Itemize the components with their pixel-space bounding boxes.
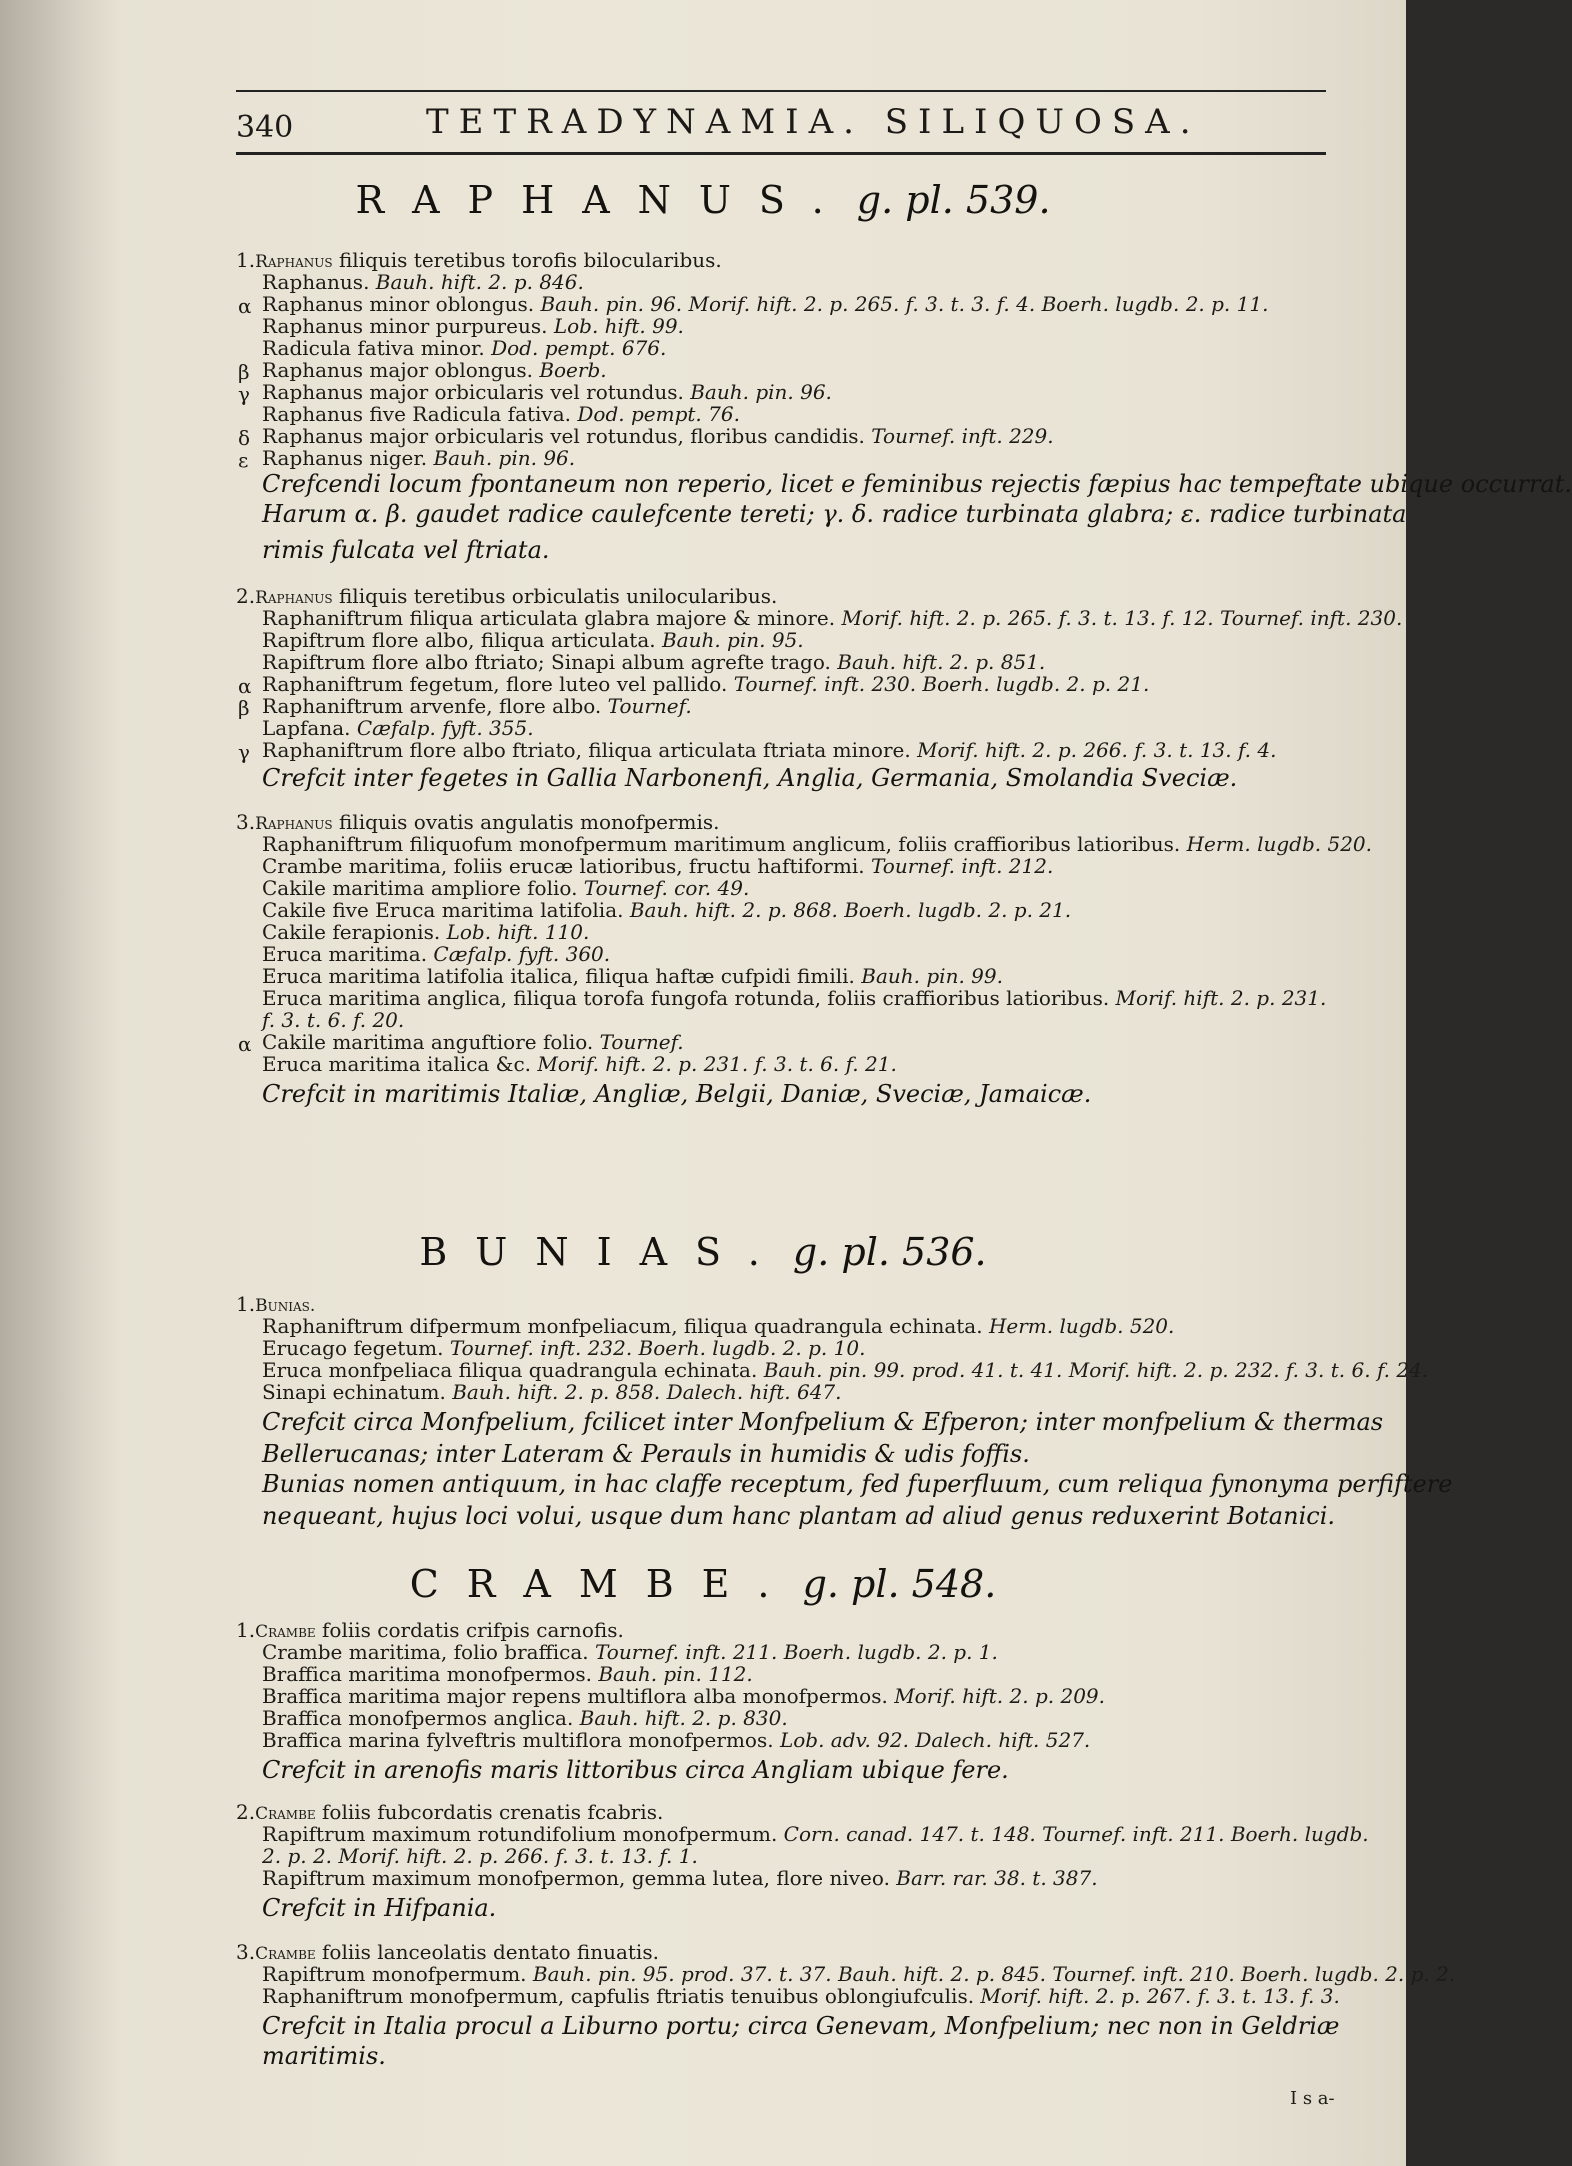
plant-name: Raphanus major oblongus. [262,358,540,382]
citation: Cæfalp. fyft. 355. [356,716,534,740]
genus-name-smallcaps: Crambe [255,1944,316,1964]
genus-name-smallcaps: Raphanus [255,814,333,834]
genus-heading-raphanus [0,178,1406,222]
habitat-text: Crefcit in Hifpania. [262,1894,497,1922]
header-rule-bottom [236,152,1326,155]
species-number: 1. [236,1618,256,1642]
plant-name: Eruca maritima italica &c. [262,1052,538,1076]
synonym-line [238,292,1269,318]
citation: Morif. hift. 2. p. 267. f. 3. t. 13. f. 3. [980,1984,1340,2008]
citation: Bauh. hift. 2. p. 846. [375,270,584,294]
plant-name: Rapiftrum maximum rotundifolium monofpermum. [262,1822,784,1846]
citation: Tournef. inft. 229. [871,424,1054,448]
plant-name: Rapiftrum flore albo, filiqua articulata. [262,628,662,652]
variety-marker: α [238,674,252,698]
page-number: 340 [236,110,294,145]
synonym-line [262,832,1372,856]
citation: Dod. pempt. 676. [491,336,667,360]
synonym-line [238,358,607,384]
variety-marker: β [238,360,250,384]
citation: Bauh. pin. 96. [690,380,832,404]
plant-name: Cakile maritima ampliore folio. [262,876,584,900]
plant-name: Raphanus major orbicularis vel rotundus, floribus candidis. [262,424,872,448]
species-number: 3. [236,810,256,834]
habitat-line [262,1894,496,1922]
variety-marker: ε [238,448,249,472]
synonym-line [262,898,1071,922]
citation: Bauh. pin. 95. prod. 37. t. 37. Bauh. hift. 2. p. 845. Tournef. inft. 210. Boerh. lugdb. 2. p. 2. [532,1962,1456,1986]
plant-name: filiquis teretibus orbiculatis unilocularibus. [332,584,778,608]
plant-name: Cakile five Eruca maritima latifolia. [262,898,630,922]
citation: Bauh. pin. 96. [433,446,576,470]
plant-name: filiquis teretibus torofis bilocularibus. [332,248,722,272]
plant-name: Braffica maritima monofpermos. [262,1662,599,1686]
species-number: 2. [236,584,256,608]
synonym-line [262,1008,404,1032]
species-number: 2. [236,1800,256,1824]
genus-name: BUNIAS. [419,1230,788,1274]
synonym-line [262,1336,865,1360]
synonym-line [262,1052,897,1076]
plant-name: Erucago fegetum. [262,1336,450,1360]
habitat-line [262,1440,1030,1468]
synonym-line [262,716,534,740]
habitat-text: Crefcendi locum fpontaneum non reperio, licet e feminibus rejectis fæpius hac tempeftate ubique occurrat. [262,470,1572,498]
variety-marker: γ [238,382,250,406]
genus-name: RAPHANUS. [355,178,852,222]
habitat-text: Crefcit in maritimis Italiæ, Angliæ, Belgii, Daniæ, Sveciæ, Jamaicæ. [262,1080,1092,1108]
synonym-line [262,1984,1340,2008]
plant-name: Eruca maritima latifolia italica, filiqua haftæ cufpidi fimili. [262,964,862,988]
variety-marker: α [238,294,252,318]
plant-name: Rapiftrum flore albo ftriato; Sinapi album agrefte trago. [262,650,838,674]
citation: Lob. hift. 110. [446,920,590,944]
synonym-line [238,1030,684,1056]
genus-name: CRAMBE. [409,1562,798,1606]
plant-name: Rapiftrum monofpermum. [262,1962,533,1986]
synonym-line [262,1728,1090,1752]
plant-name: foliis lanceolatis dentato finuatis. [315,1940,659,1964]
synonym-line [238,738,1277,764]
plant-name: Raphaniftrum filiquofum monofpermum maritimum anglicum, foliis craffioribus latioribus. [262,832,1187,856]
synonym-line [238,446,576,472]
citation: Morif. hift. 2. p. 209. [894,1684,1106,1708]
plant-name: Eruca monfpeliaca filiqua quadrangula echinata. [262,1358,764,1382]
synonym-line [262,964,1003,988]
citation: Bauh. hift. 2. p. 830. [579,1706,788,1730]
plant-name: Crambe maritima, foliis erucæ latioribus, fructu haftiformi. [262,854,871,878]
catchword: I s a- [1290,2088,1335,2109]
plant-name: Raphanus five Radicula fativa. [262,402,578,426]
citation: Corn. canad. 147. t. 148. Tournef. inft. 211. Boerh. lugdb. [783,1822,1369,1846]
habitat-line [262,1756,1009,1784]
genus-name-smallcaps: Bunias. [255,1296,316,1316]
habitat-text: nequeant, hujus loci volui, usque dum hanc plantam ad aliud genus reduxerint Botanici. [262,1502,1335,1530]
synonym-line [262,854,1053,878]
synonym-line [262,336,666,360]
synonym-line [238,672,1150,698]
habitat-line [262,1502,1335,1530]
genus-reference: g. pl. 548. [802,1562,997,1606]
synonym-line [262,270,584,294]
genus-name-smallcaps: Raphanus [255,588,333,608]
synonym-line [262,1380,842,1404]
habitat-text: Bunias nomen antiquum, in hac claffe receptum, fed fuperfluum, cum reliqua fynonyma perfiftere [262,1470,1453,1498]
plant-name: Raphaniftrum flore albo ftriato, filiqua articulata ftriata minore. [262,738,918,762]
citation: Morif. hift. 2. p. 231. f. 3. t. 6. f. 21. [537,1052,897,1076]
plant-name: Braffica monofpermos anglica. [262,1706,580,1730]
variety-marker: β [238,696,250,720]
synonym-line [262,1640,998,1664]
habitat-line [262,536,550,564]
synonym-line [262,314,684,338]
species-number: 1. [236,1292,256,1316]
plant-name: Raphaniftrum arvenfe, flore albo. [262,694,608,718]
citation: Tournef. [599,1030,684,1054]
synonym-line [262,1314,1174,1338]
habitat-text: Bellerucanas; inter Lateram & Perauls in humidis & udis foffis. [262,1440,1030,1468]
citation: Bauh. pin. 95. [661,628,804,652]
citation: Herm. lugdb. 520. [1186,832,1373,856]
habitat-text: Crefcit inter fegetes in Gallia Narbonenfi, Anglia, Germania, Smolandia Sveciæ. [262,764,1238,792]
plant-name: filiquis ovatis angulatis monofpermis. [332,810,720,834]
synonym-line [262,606,1402,630]
citation: Boerb. [539,358,607,382]
genus-heading-crambe [0,1562,1406,1606]
species-number: 1. [236,248,256,272]
synonym-line [262,1866,1098,1890]
plant-name: Rapiftrum maximum monofpermon, gemma lutea, flore niveo. [262,1866,897,1890]
variety-marker: δ [238,426,251,450]
plant-name: Eruca maritima anglica, filiqua torofa fungofa rotunda, foliis craffioribus latioribus. [262,986,1116,1010]
plant-name: foliis cordatis crifpis carnofis. [315,1618,624,1642]
citation: Dod. pempt. 76. [577,402,740,426]
plant-name: Raphanus major orbicularis vel rotundus. [262,380,691,404]
habitat-text: rimis fulcata vel ftriata. [262,536,550,564]
plant-name: Lapfana. [262,716,357,740]
page-header [236,90,1326,158]
header-rule-top [236,90,1326,92]
plant-name: Crambe maritima, folio braffica. [262,1640,595,1664]
synonym-line [262,1662,753,1686]
synonym-line [262,920,589,944]
habitat-line [262,764,1237,792]
genus-reference: g. pl. 536. [792,1230,987,1274]
synonym-line [262,650,1045,674]
citation: Barr. rar. 38. t. 387. [896,1866,1098,1890]
plant-name: Raphaniftrum difpermum monfpeliacum, filiqua quadrangula echinata. [262,1314,989,1338]
citation: Bauh. hift. 2. p. 851. [837,650,1046,674]
genus-name-smallcaps: Raphanus [255,252,333,272]
plant-name: foliis fubcordatis crenatis fcabris. [315,1800,664,1824]
synonym-line [262,942,610,966]
synonym-line [262,1684,1105,1708]
citation: Tournef. inft. 230. Boerh. lugdb. 2. p. 21. [733,672,1150,696]
habitat-text: maritimis. [262,2042,386,2070]
synonym-line [238,380,832,406]
citation: Cæfalp. fyft. 360. [433,942,611,966]
citation: Bauh. pin. 99. prod. 41. t. 41. Morif. hift. 2. p. 232. f. 3. t. 6. f. 24. [763,1358,1429,1382]
habitat-line [262,1408,1383,1436]
plant-name: Raphanus minor oblongus. [262,292,541,316]
running-head: TETRADYNAMIA. SILIQUOSA. [426,102,1201,142]
synonym-line [262,1706,788,1730]
habitat-line [262,1080,1091,1108]
synonym-line [262,1358,1428,1382]
citation: Tournef. [607,694,692,718]
plant-name: Cakile ferapionis. [262,920,447,944]
citation: Morif. hift. 2. p. 266. f. 3. t. 13. f. 4. [917,738,1277,762]
genus-name-smallcaps: Crambe [255,1622,316,1642]
genus-reference: g. pl. 539. [856,178,1051,222]
plant-name: Raphaniftrum monofpermum, capfulis ftriatis tenuibus oblongiufculis. [262,1984,981,2008]
plant-name: Braffica maritima major repens multiflora alba monofpermos. [262,1684,895,1708]
plant-name: Raphanus minor purpureus. [262,314,554,338]
synonym-line [262,1844,698,1868]
plant-name: Eruca maritima. [262,942,434,966]
citation: Bauh. hift. 2. p. 868. Boerh. lugdb. 2. p. 21. [629,898,1072,922]
citation: Herm. lugdb. 520. [988,1314,1175,1338]
citation: Tournef. inft. 211. Boerh. lugdb. 2. p. 1. [595,1640,998,1664]
habitat-line [262,470,1572,498]
plant-name: Raphaniftrum filiqua articulata glabra majore & minore. [262,606,842,630]
citation: Morif. hift. 2. p. 265. f. 3. t. 13. f. 12. Tournef. inft. 230. [841,606,1403,630]
plant-name: Radicula fativa minor. [262,336,492,360]
citation: Tournef. inft. 232. Boerh. lugdb. 2. p. 10. [449,1336,866,1360]
synonym-line [262,402,740,426]
synonym-line [262,628,804,652]
habitat-text: Crefcit circa Monfpelium, fcilicet inter Monfpelium & Efperon; inter monfpelium & thermas [262,1408,1384,1436]
plant-name: Sinapi echinatum. [262,1380,453,1404]
variety-marker: α [238,1032,252,1056]
genus-name-smallcaps: Crambe [255,1804,316,1824]
genus-heading-bunias [0,1230,1406,1274]
habitat-line [262,500,1406,528]
synonym-line [262,876,749,900]
synonym-line [238,694,692,720]
habitat-text: Crefcit in arenofis maris littoribus circa Angliam ubique fere. [262,1756,1009,1784]
synonym-line [262,1962,1455,1986]
citation: 2. p. 2. Morif. hift. 2. p. 266. f. 3. t. 13. f. 1. [262,1844,698,1868]
citation: Bauh. hift. 2. p. 858. Dalech. hift. 647. [452,1380,842,1404]
plant-name: Raphaniftrum fegetum, flore luteo vel pallido. [262,672,734,696]
plant-name: Braffica marina fylveftris multiflora monofpermos. [262,1728,780,1752]
habitat-line [262,2012,1339,2040]
citation: Tournef. inft. 212. [870,854,1054,878]
citation: Tournef. cor. 49. [583,876,750,900]
plant-name: Raphanus niger. [262,446,434,470]
citation: Bauh. pin. 99. [861,964,1003,988]
citation: f. 3. t. 6. f. 20. [262,1008,405,1032]
citation: Bauh. pin. 96. Morif. hift. 2. p. 265. f. 3. t. 3. f. 4. Boerh. lugdb. 2. p. 11. [540,292,1269,316]
citation: Lob. hift. 99. [553,314,684,338]
plant-name: Raphanus. [262,270,376,294]
plant-name: Cakile maritima anguftiore folio. [262,1030,600,1054]
citation: Morif. hift. 2. p. 231. [1115,986,1327,1010]
synonym-line [262,986,1326,1010]
variety-marker: γ [238,740,250,764]
habitat-text: Harum α. β. gaudet radice caulefcente tereti; γ. δ. radice turbinata glabra; ε. radice turbinata [262,500,1407,528]
species-number: 3. [236,1940,256,1964]
synonym-line [238,424,1054,450]
citation: Bauh. pin. 112. [598,1662,753,1686]
habitat-line [262,2042,386,2070]
citation: Lob. adv. 92. Dalech. hift. 527. [779,1728,1091,1752]
habitat-text: Crefcit in Italia procul a Liburno portu; circa Genevam, Monfpelium; nec non in Geldriæ [262,2012,1340,2040]
habitat-line [262,1470,1452,1498]
synonym-line [262,1822,1369,1846]
